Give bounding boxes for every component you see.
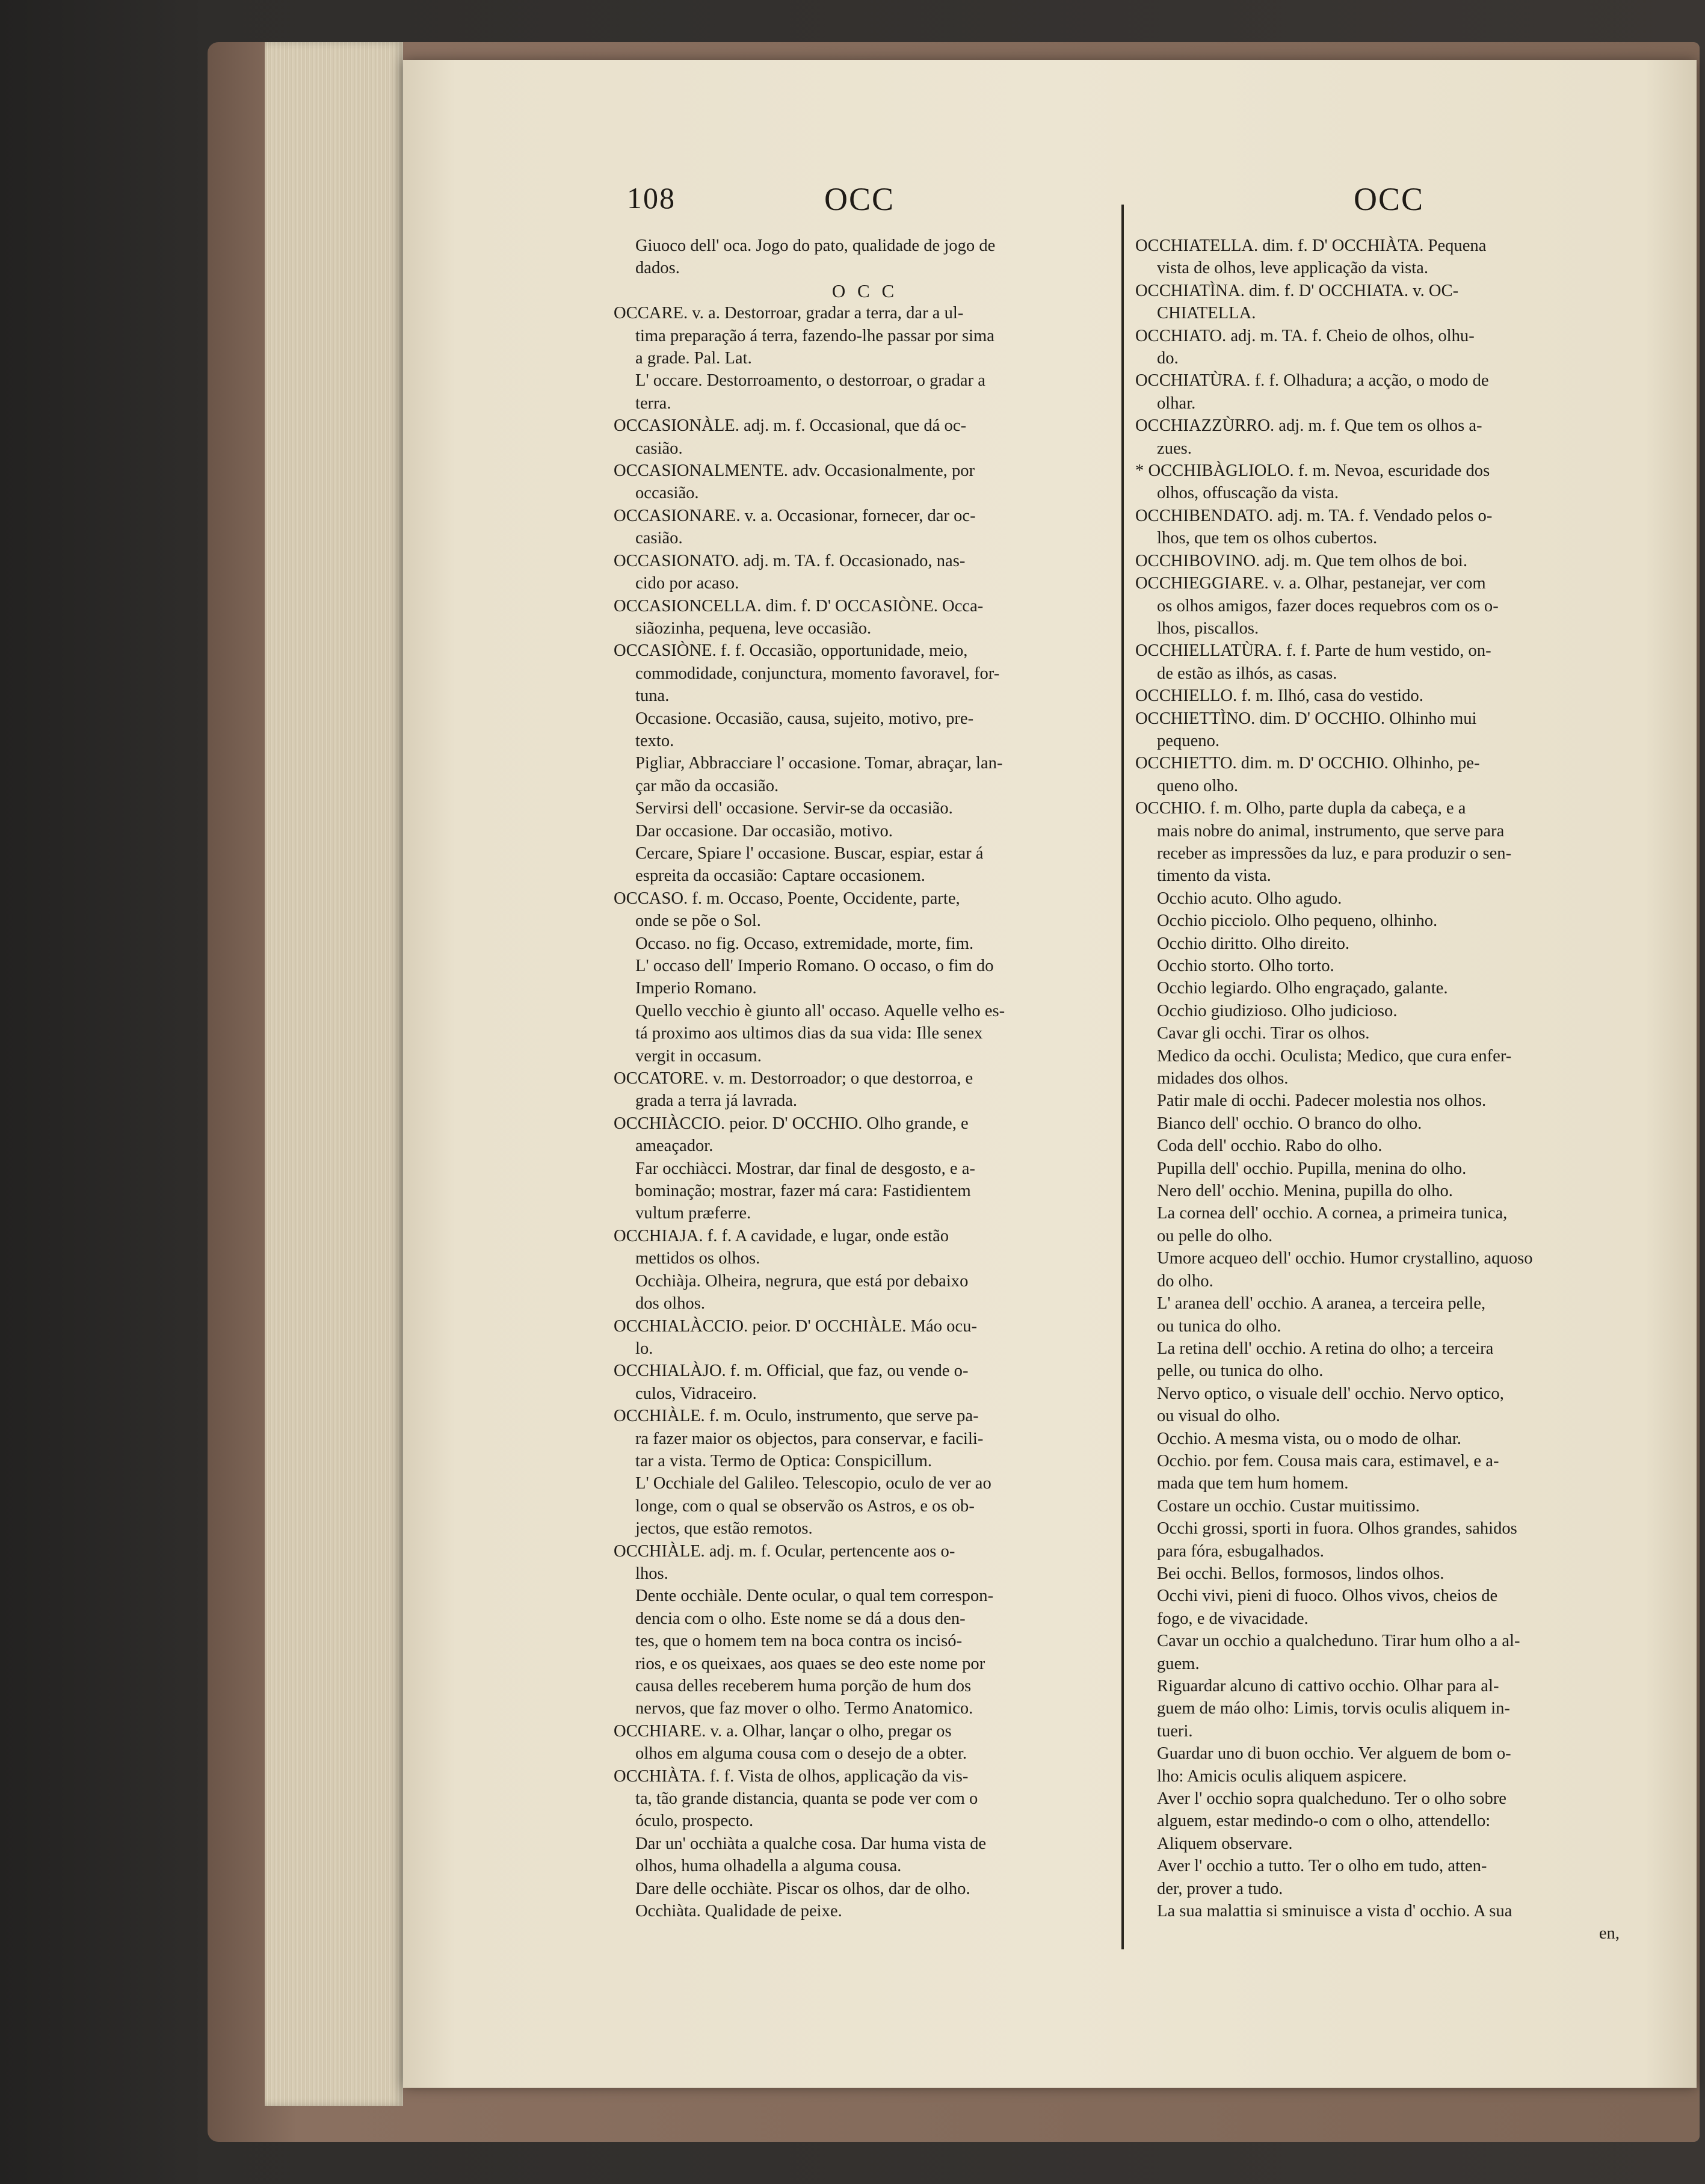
entry-line: çar mão da occasião. (635, 776, 779, 795)
entry-line: vista de olhos, leve applicação da vista. (1157, 259, 1428, 278)
entry-line: fogo, e de vivacidade. (1157, 1609, 1309, 1628)
entry-headword-line: OCCHIATÙRA. f. f. Olhadura; a acção, o modo de (1135, 371, 1489, 390)
entry-line: Occhio picciolo. Olho pequeno, olhinho. (1157, 912, 1438, 931)
entry-line: lhos, que tem os olhos cubertos. (1157, 529, 1378, 548)
entry-line: Dar occasione. Dar occasião, motivo. (635, 821, 893, 841)
entry-line: L' occare. Destorroamento, o destorroar, o gradar a (635, 371, 985, 390)
entry-headword-line: OCCHIALÀJO. f. m. Official, que faz, ou vende o- (614, 1362, 969, 1381)
entry-line: cido por acaso. (635, 574, 739, 593)
entry-line: La sua malattia si sminuisce a vista d' occhio. A sua (1157, 1902, 1512, 1921)
section-heading: O C C (831, 280, 898, 301)
entry-line: do. (1157, 349, 1179, 368)
entry-line: Cavar un occhio a qualcheduno. Tirar hum olho a al- (1157, 1632, 1520, 1651)
entry-line: vultum præferre. (635, 1204, 751, 1223)
entry-line: Occhio storto. Olho torto. (1157, 957, 1334, 975)
entry-line: Aver l' occhio sopra qualcheduno. Ter o olho sobre (1157, 1789, 1506, 1809)
entry-line: vergit in occasum. (635, 1046, 762, 1066)
entry-headword-line: OCCHIARE. v. a. Olhar, lançar o olho, pregar os (614, 1721, 952, 1741)
entry-line: óculo, prospecto. (635, 1812, 754, 1831)
entry-line: mada que tem hum homem. (1157, 1474, 1349, 1493)
entry-headword-line: OCCASIONÀLE. adj. m. f. Occasional, que dá oc- (614, 416, 967, 436)
entry-line: espreita da occasião: Captare occasionem. (635, 866, 925, 886)
entry-line: lhos, piscallos. (1157, 618, 1259, 638)
entry-line: occasião. (635, 484, 699, 503)
column-rule (1121, 205, 1124, 1949)
entry-line: os olhos amigos, fazer doces requebros com os o- (1157, 596, 1499, 615)
entry-line: Far occhiàcci. Mostrar, dar final de desgosto, e a- (635, 1159, 975, 1178)
entry-line: culos, Vidraceiro. (635, 1384, 757, 1403)
entry-line: olhos em alguma cousa com o desejo de a obter. (635, 1744, 967, 1763)
page-number: 108 (627, 181, 676, 215)
entry-line: Occhio. A mesma vista, ou o modo de olhar. (1157, 1429, 1461, 1448)
entry-headword-line: OCCHIÀTA. f. f. Vista de olhos, applicação da vis- (614, 1766, 969, 1786)
entry-line: Occhio diritto. Olho direito. (1157, 934, 1350, 953)
left-column (614, 235, 1116, 1922)
entry-line: Occhio acuto. Olho agudo. (1157, 889, 1342, 908)
entry-line: commodidade, conjunctura, momento favoravel, for- (635, 664, 1000, 683)
entry-line: pequeno. (1157, 731, 1220, 750)
entry-line: para fóra, esbugalhados. (1157, 1541, 1324, 1561)
entry-headword-line: OCCHIALÀCCIO. peior. D' OCCHIÀLE. Máo ocu- (614, 1316, 977, 1336)
entry-headword-line: OCCHIELLATÙRA. f. f. Parte de hum vestido, on- (1135, 641, 1491, 661)
entry-headword-line: OCCHIO. f. m. Olho, parte dupla da cabeça, e a (1135, 799, 1466, 818)
entry-line: Nero dell' occhio. Menina, pupilla do olho. (1157, 1182, 1453, 1201)
entry-line: Occhio giudizioso. Olho judicioso. (1157, 1001, 1398, 1020)
entry-headword-line: OCCASIONCELLA. dim. f. D' OCCASIÒNE. Occa- (614, 596, 984, 615)
entry-headword-line: OCCHIELLO. f. m. Ilhó, casa do vestido. (1135, 686, 1423, 706)
entry-line: ou tunica do olho. (1157, 1316, 1281, 1336)
entry-line: Occhiàja. Olheira, negrura, que está por debaixo (635, 1271, 969, 1291)
entry-line: Occhio. por fem. Cousa mais cara, estimavel, e a- (1157, 1451, 1499, 1470)
page-edges (265, 42, 403, 2106)
entry-line: tes, que o homem tem na boca contra os incisó- (635, 1632, 963, 1651)
entry-line: zues. (1157, 439, 1192, 458)
entry-headword-line: OCCHIATO. adj. m. TA. f. Cheio de olhos, olhu- (1135, 326, 1475, 345)
entry-headword-line: OCCASO. f. m. Occaso, Poente, Occidente, parte, (614, 889, 960, 908)
entry-line: der, prover a tudo. (1157, 1879, 1283, 1898)
entry-line: longe, com o qual se observão os Astros, e os ob- (635, 1496, 975, 1516)
entry-line: terra. (635, 393, 671, 413)
entry-line: Bianco dell' occhio. O branco do olho. (1157, 1114, 1422, 1133)
entry-line: lhos. (635, 1564, 668, 1583)
entry-line: Occhi grossi, sporti in fuora. Olhos grandes, sahidos (1157, 1519, 1517, 1538)
entry-line: lo. (635, 1339, 653, 1358)
entry-headword-line: OCCHIETTO. dim. m. D' OCCHIO. Olhinho, pe- (1135, 754, 1480, 773)
entry-line: CHIATELLA. (1157, 304, 1256, 323)
entry-line: a grade. Pal. Lat. (635, 349, 752, 368)
entry-line: L' Occhiale del Galileo. Telescopio, oculo de ver ao (635, 1474, 991, 1493)
entry-line: nervos, que faz mover o olho. Termo Anatomico. (635, 1699, 973, 1718)
entry-line: L' aranea dell' occhio. A aranea, a terceira pelle, (1157, 1294, 1486, 1313)
entry-headword-line: OCCASIÒNE. f. f. Occasião, opportunidade, meio, (614, 641, 968, 661)
entry-line: Cavar gli occhi. Tirar os olhos. (1157, 1024, 1370, 1043)
entry-line: tueri. (1157, 1721, 1193, 1741)
entry-line: Dar un' occhiàta a qualche cosa. Dar huma vista de (635, 1834, 987, 1853)
entry-headword-line: OCCASIONARE. v. a. Occasionar, fornecer, dar oc- (614, 506, 976, 525)
entry-headword-line: OCCHIAJA. f. f. A cavidade, e lugar, onde estão (614, 1226, 949, 1245)
entry-line: Patir male di occhi. Padecer molestia nos olhos. (1157, 1091, 1487, 1111)
entry-line: Occasione. Occasião, causa, sujeito, motivo, pre- (635, 709, 974, 728)
entry-line: tima preparação á terra, fazendo-lhe passar por sima (635, 326, 994, 345)
entry-line: Quello vecchio è giunto all' occaso. Aquelle velho es- (635, 1001, 1005, 1020)
entry-line: siãozinha, pequena, leve occasião. (635, 618, 872, 638)
entry-line: olhar. (1157, 393, 1196, 413)
entry-headword-line: OCCHIÀCCIO. peior. D' OCCHIO. Olho grande, e (614, 1114, 969, 1133)
entry-line: olhos, offuscação da vista. (1157, 484, 1339, 503)
entry-line: lho: Amicis oculis aliquem aspicere. (1157, 1766, 1407, 1786)
entry-line: olhos, huma olhadella a alguma cousa. (635, 1857, 902, 1876)
entry-line: Pigliar, Abbracciare l' occasione. Tomar, abraçar, lan- (635, 754, 1003, 773)
entry-line: Occhio legiardo. Olho engraçado, galante. (1157, 979, 1448, 998)
entry-headword-line: OCCASIONALMENTE. adv. Occasionalmente, por (614, 461, 975, 481)
entry-line: Medico da occhi. Oculista; Medico, que cura enfer- (1157, 1046, 1512, 1066)
entry-line: mais nobre do animal, instrumento, que serve para (1157, 821, 1505, 841)
right-column (1135, 235, 1632, 1945)
entry-line: alguem, estar medindo-o com o olho, attendello: (1157, 1812, 1491, 1831)
entry-line: Imperio Romano. (635, 979, 757, 998)
catchword: en, (1599, 1924, 1620, 1943)
entry-line: Guardar uno di buon occhio. Ver alguem de bom o- (1157, 1744, 1511, 1763)
entry-line: jectos, que estão remotos. (635, 1519, 813, 1538)
entry-line: Dare delle occhiàte. Piscar os olhos, dar de olho. (635, 1879, 970, 1898)
entry-headword-line: OCCARE. v. a. Destorroar, gradar a terra, dar a ul- (614, 304, 964, 323)
entry-headword-line: OCCHIATELLA. dim. f. D' OCCHIÀTA. Pequena (1135, 236, 1487, 255)
entry-line: guem. (1157, 1654, 1200, 1673)
entry-line: mettidos os olhos. (635, 1249, 760, 1268)
entry-line: receber as impressões da luz, e para produzir o sen- (1157, 844, 1512, 863)
entry-line: Coda dell' occhio. Rabo do olho. (1157, 1137, 1383, 1156)
entry-line: Cercare, Spiare l' occasione. Buscar, espiar, estar á (635, 844, 984, 863)
entry-headword-line: OCCHIAZZÙRRO. adj. m. f. Que tem os olhos a- (1135, 416, 1482, 436)
entry-line: queno olho. (1157, 776, 1239, 795)
entry-headword-line: OCCHIATÌNA. dim. f. D' OCCHIATA. v. OC- (1135, 281, 1459, 300)
entry-headword-line: OCCHIÀLE. f. m. Oculo, instrumento, que serve pa- (614, 1407, 979, 1426)
entry-line: Occhi vivi, pieni di fuoco. Olhos vivos, cheios de (1157, 1587, 1498, 1606)
entry-line: tuna. (635, 686, 670, 706)
entry-line: L' occaso dell' Imperio Romano. O occaso, o fim do (635, 957, 994, 975)
entry-line: ta, tão grande distancia, quanta se pode ver com o (635, 1789, 978, 1809)
entry-line: ra fazer maior os objectos, para conservar, e facili- (635, 1429, 984, 1448)
entry-headword-line: OCCHIETTÌNO. dim. D' OCCHIO. Olhinho mui (1135, 709, 1477, 728)
entry-line: midades dos olhos. (1157, 1069, 1289, 1088)
entry-line: Costare un occhio. Custar muitissimo. (1157, 1496, 1420, 1516)
entry-line: tar a vista. Termo de Optica: Conspicillum. (635, 1451, 932, 1470)
entry-headword-line: * OCCHIBÀGLIOLO. f. m. Nevoa, escuridade dos (1135, 461, 1490, 481)
entry-line: de estão as ilhós, as casas. (1157, 664, 1337, 683)
entry-line: Aver l' occhio a tutto. Ter o olho em tudo, atten- (1157, 1857, 1487, 1876)
entry-headword-line: OCCASIONATO. adj. m. TA. f. Occasionado, nas- (614, 551, 966, 570)
entry-line: casião. (635, 529, 683, 548)
entry-line: La cornea dell' occhio. A cornea, a primeira tunica, (1157, 1204, 1508, 1223)
entry-line: Dente occhiàle. Dente ocular, o qual tem correspon- (635, 1587, 994, 1606)
entry-line: bominação; mostrar, fazer má cara: Fastidientem (635, 1182, 971, 1201)
entry-line: ou pelle do olho. (1157, 1226, 1273, 1245)
entry-line: pelle, ou tunica do olho. (1157, 1362, 1324, 1381)
entry-line: texto. (635, 731, 674, 750)
entry-line: Umore acqueo dell' occhio. Humor crystallino, aquoso (1157, 1249, 1533, 1268)
entry-line: guem de máo olho: Limis, torvis oculis aliquem in- (1157, 1699, 1510, 1718)
entry-line: Riguardar alcuno di cattivo occhio. Olhar para al- (1157, 1677, 1499, 1695)
entry-line: La retina dell' occhio. A retina do olho; a terceira (1157, 1339, 1494, 1358)
entry-headword-line: OCCHIBENDATO. adj. m. TA. f. Vendado pelos o- (1135, 506, 1493, 525)
entry-headword-line: OCCATORE. v. m. Destorroador; o que destorroa, e (614, 1069, 973, 1088)
right-running-head: OCC (1354, 181, 1425, 217)
entry-line: ameaçador. (635, 1137, 714, 1156)
entry-line: ou visual do olho. (1157, 1407, 1280, 1426)
entry-line: casião. (635, 439, 683, 458)
entry-line: tá proximo aos ultimos dias da sua vida: Ille senex (635, 1024, 983, 1043)
entry-line: Occhiàta. Qualidade de peixe. (635, 1902, 842, 1921)
entry-line: dencia com o olho. Este nome se dá a dous den- (635, 1609, 966, 1628)
entry-line: Pupilla dell' occhio. Pupilla, menina do olho. (1157, 1159, 1467, 1178)
entry-line: rios, e os queixaes, aos quaes se deo este nome por (635, 1654, 985, 1673)
entry-line: do olho. (1157, 1271, 1213, 1291)
entry-headword-line: OCCHIBOVINO. adj. m. Que tem olhos de boi. (1135, 551, 1467, 570)
entry-line: dos olhos. (635, 1294, 705, 1313)
entry-line: Bei occhi. Bellos, formosos, lindos olhos. (1157, 1564, 1444, 1583)
entry-headword-line: OCCHIEGGIARE. v. a. Olhar, pestanejar, ver com (1135, 574, 1486, 593)
entry-line: Nervo optico, o visuale dell' occhio. Nervo optico, (1157, 1384, 1504, 1403)
entry-line: Aliquem observare. (1157, 1834, 1293, 1853)
entry-line: dados. (635, 259, 680, 278)
entry-line: causa delles receberem huma porção de hum dos (635, 1677, 972, 1695)
entry-line: Occaso. no fig. Occaso, extremidade, morte, fim. (635, 934, 974, 953)
entry-line: Giuoco dell' oca. Jogo do pato, qualidade de jogo de (635, 236, 996, 255)
entry-line: onde se põe o Sol. (635, 912, 761, 931)
left-running-head: OCC (824, 181, 895, 217)
entry-line: Servirsi dell' occasione. Servir-se da occasião. (635, 799, 953, 818)
entry-line: timento da vista. (1157, 866, 1271, 886)
entry-line: grada a terra já lavrada. (635, 1091, 798, 1111)
entry-headword-line: OCCHIÀLE. adj. m. f. Ocular, pertencente aos o- (614, 1541, 955, 1561)
